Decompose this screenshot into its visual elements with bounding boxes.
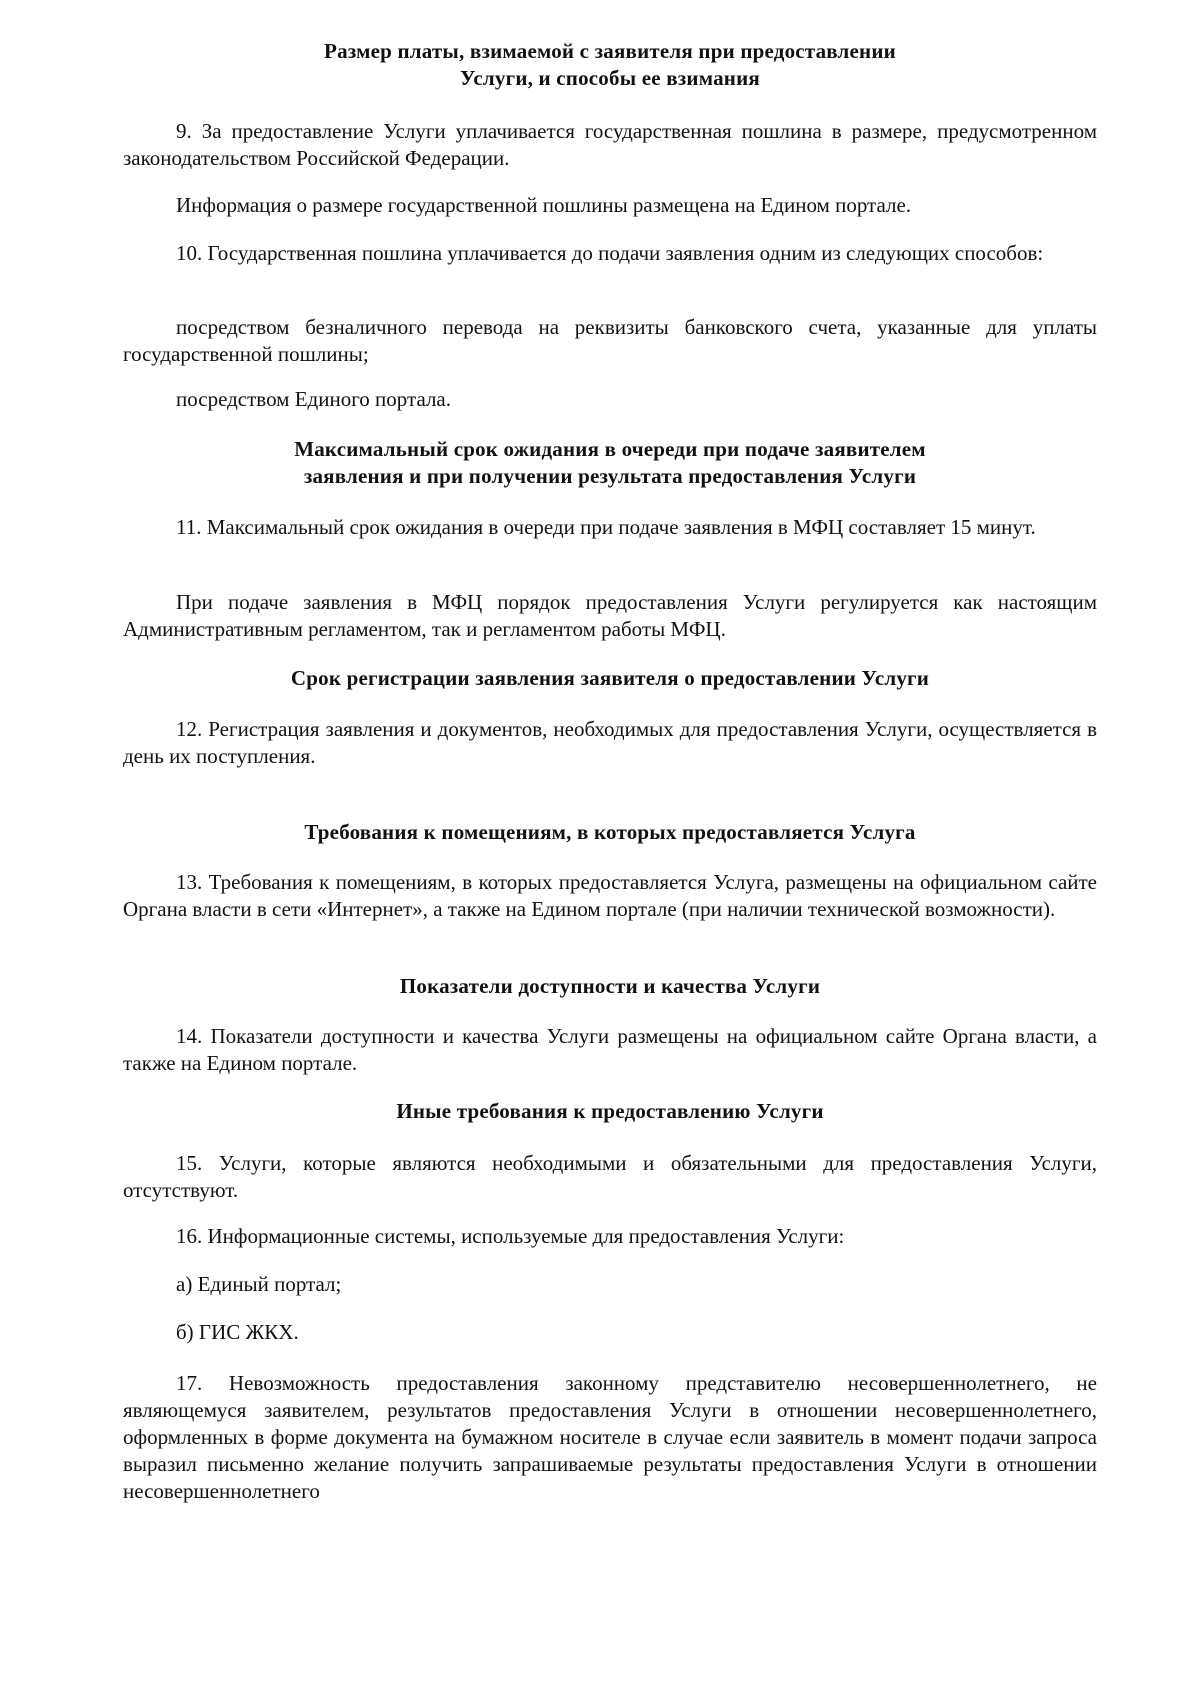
paragraph-duty-info: Информация о размере государственной пошлины размещена на Едином портале. xyxy=(176,193,912,217)
section-heading-other-requirements xyxy=(118,1098,1102,1125)
section-heading-registration xyxy=(118,665,1102,692)
paragraph-bank-transfer: посредством безналичного перевода на реквизиты банковского счета, указанные для уплаты государственной пошлины; xyxy=(123,315,1097,366)
heading-line: Срок регистрации заявления заявителя о предоставлении Услуги xyxy=(290,666,930,690)
heading-line: Показатели доступности и качества Услуги xyxy=(399,974,821,998)
heading-line: Услуги, и способы ее взимания xyxy=(460,66,760,90)
paragraph-16a: а) Единый портал; xyxy=(176,1272,342,1296)
paragraph-14: 14. Показатели доступности и качества Услуги размещены на официальном сайте Органа власти, а также на Едином портале. xyxy=(123,1024,1097,1075)
paragraph-11: 11. Максимальный срок ожидания в очереди при подаче заявления в МФЦ составляет 15 минут. xyxy=(176,515,1036,539)
paragraph-9: 9. За предоставление Услуги уплачивается государственная пошлина в размере, предусмотренном законодательством Российской Федерации. xyxy=(123,119,1097,170)
heading-line: Размер платы, взимаемой с заявителя при предоставлении xyxy=(324,39,896,63)
heading-line: Требования к помещениям, в которых предоставляется Услуга xyxy=(304,820,916,844)
section-heading-payment xyxy=(118,38,1102,92)
paragraph-16b: б) ГИС ЖКХ. xyxy=(176,1320,299,1344)
heading-line: Максимальный срок ожидания в очереди при подаче заявителем xyxy=(294,437,926,461)
paragraph-13: 13. Требования к помещениям, в которых предоставляется Услуга, размещены на официальном сайте Органа власти в сети «Интернет», а также на Едином портале (при наличии технической возможности). xyxy=(123,870,1097,921)
paragraph-17: 17. Невозможность предоставления законному представителю несовершеннолетнего, не являющемуся заявителем, результатов предоставления Услуги в отношении несовершеннолетнего, оформленных в форме документа на бумажном носителе в случае если заявитель в момент подачи запроса выразил письменно желание получить запрашиваемые результаты предоставления Услуги в отношении несовершеннолетнего xyxy=(123,1371,1097,1503)
paragraph-16: 16. Информационные системы, используемые для предоставления Услуги: xyxy=(176,1224,845,1248)
paragraph-mfc-order: При подаче заявления в МФЦ порядок предоставления Услуги регулируется как настоящим Административным регламентом, так и регламентом работы МФЦ. xyxy=(123,590,1097,641)
paragraph-portal-payment: посредством Единого портала. xyxy=(176,387,451,411)
paragraph-10: 10. Государственная пошлина уплачивается до подачи заявления одним из следующих способов: xyxy=(176,241,1044,265)
heading-line: заявления и при получении результата предоставления Услуги xyxy=(303,464,917,488)
heading-line: Иные требования к предоставлению Услуги xyxy=(396,1099,824,1123)
section-heading-premises xyxy=(118,819,1102,846)
section-heading-quality xyxy=(118,973,1102,1000)
paragraph-15: 15. Услуги, которые являются необходимыми и обязательными для предоставления Услуги, отсутствуют. xyxy=(123,1151,1097,1202)
paragraph-12: 12. Регистрация заявления и документов, необходимых для предоставления Услуги, осуществляется в день их поступления. xyxy=(123,717,1097,768)
section-heading-queue xyxy=(118,436,1102,490)
